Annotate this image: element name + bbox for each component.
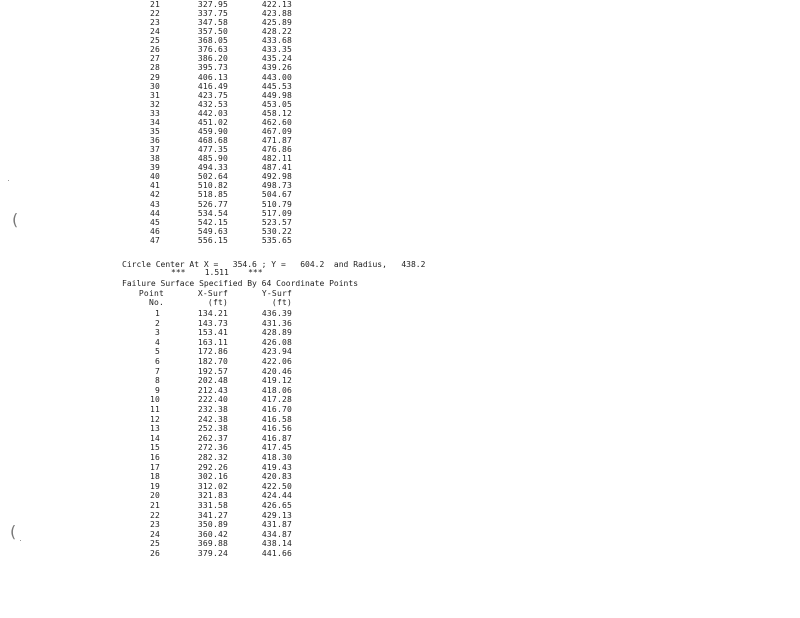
x-surf-value: 292.26 (197, 462, 228, 472)
x-surf-value: 337.75 (197, 9, 228, 19)
x-surf-value: 350.89 (197, 520, 228, 530)
y-surf-value: 416.87 (261, 433, 292, 443)
table-row (0, 415, 800, 424)
x-surf-value: 386.20 (197, 54, 228, 64)
table-row (0, 405, 800, 414)
point-number: 11 (149, 405, 160, 414)
y-surf-value: 530.22 (261, 226, 292, 236)
point-number: 47 (149, 235, 160, 245)
x-surf-value: 534.54 (197, 208, 228, 218)
y-surf-value: 433.35 (261, 45, 292, 55)
y-surf-value: 416.70 (261, 405, 292, 414)
header-y-surf: Y-Surf (261, 289, 292, 298)
header-x-unit: (ft) (207, 298, 228, 307)
y-surf-value: 431.87 (261, 520, 292, 530)
y-surf-value: 458.12 (261, 108, 292, 118)
point-number: 16 (149, 453, 160, 462)
table-row (0, 338, 800, 347)
point-number: 10 (149, 395, 160, 405)
table-row (0, 91, 800, 100)
y-surf-value: 449.98 (261, 90, 292, 100)
point-number: 2 (154, 318, 160, 328)
y-surf-value: 517.09 (261, 208, 292, 218)
y-surf-value: 426.65 (261, 501, 292, 510)
point-number: 12 (149, 414, 160, 424)
table-row (0, 45, 800, 54)
x-surf-value: 369.88 (197, 539, 228, 549)
y-surf-value: 425.89 (261, 18, 292, 28)
y-surf-value: 428.89 (261, 328, 292, 338)
table-row (0, 190, 800, 199)
table-row (0, 309, 800, 318)
table-row (0, 530, 800, 539)
x-surf-value: 321.83 (197, 491, 228, 501)
factor-of-safety-line: *** 1.511 *** (171, 268, 263, 277)
point-number: 31 (149, 90, 160, 100)
x-surf-value: 252.38 (197, 424, 228, 434)
point-number: 23 (149, 520, 160, 530)
y-surf-value: 422.50 (261, 481, 292, 491)
point-number: 34 (149, 117, 160, 127)
x-surf-value: 556.15 (197, 235, 228, 245)
table-row (0, 463, 800, 472)
point-number: 7 (154, 366, 160, 376)
point-number: 14 (149, 433, 160, 443)
point-number: 15 (149, 443, 160, 453)
y-surf-value: 423.88 (261, 9, 292, 19)
point-number: 33 (149, 108, 160, 118)
header-y-unit: (ft) (271, 298, 292, 307)
y-surf-value: 445.53 (261, 81, 292, 91)
table-row (0, 347, 800, 356)
x-surf-value: 459.90 (197, 126, 228, 136)
y-surf-value: 453.05 (261, 99, 292, 109)
table-row (0, 27, 800, 36)
x-surf-value: 202.48 (197, 376, 228, 386)
x-surf-value: 341.27 (197, 510, 228, 520)
point-number: 22 (149, 9, 160, 19)
y-surf-value: 433.68 (261, 36, 292, 46)
table-row (0, 54, 800, 63)
table-row (0, 181, 800, 190)
y-surf-value: 416.58 (261, 414, 292, 424)
x-surf-value: 143.73 (197, 318, 228, 328)
y-surf-value: 436.39 (261, 309, 292, 318)
y-surf-value: 422.13 (261, 0, 292, 9)
y-surf-value: 422.06 (261, 357, 292, 366)
x-surf-value: 510.82 (197, 181, 228, 191)
table-row (0, 472, 800, 481)
y-surf-value: 438.14 (261, 539, 292, 549)
y-surf-value: 417.28 (261, 395, 292, 405)
point-number: 42 (149, 190, 160, 200)
x-surf-value: 232.38 (197, 405, 228, 414)
x-surf-value: 395.73 (197, 63, 228, 73)
x-surf-value: 468.68 (197, 136, 228, 146)
punch-hole-mark: ( (10, 522, 17, 541)
y-surf-value: 419.12 (261, 376, 292, 386)
table-row (0, 434, 800, 443)
point-number: 30 (149, 81, 160, 91)
point-number: 9 (154, 385, 160, 395)
x-surf-value: 302.16 (197, 472, 228, 482)
y-surf-value: 417.45 (261, 443, 292, 453)
x-surf-value: 357.50 (197, 27, 228, 37)
point-number: 46 (149, 226, 160, 236)
point-number: 20 (149, 491, 160, 501)
x-surf-value: 222.40 (197, 395, 228, 405)
point-number: 25 (149, 36, 160, 46)
point-number: 23 (149, 18, 160, 28)
point-number: 28 (149, 63, 160, 73)
point-number: 8 (154, 376, 160, 386)
x-surf-value: 549.63 (197, 226, 228, 236)
point-number: 19 (149, 481, 160, 491)
y-surf-value: 487.41 (261, 163, 292, 173)
y-surf-value: 423.94 (261, 347, 292, 357)
table-row (0, 357, 800, 366)
table-row (0, 200, 800, 209)
y-surf-value: 476.86 (261, 145, 292, 155)
point-number: 24 (149, 27, 160, 37)
point-number: 4 (154, 337, 160, 347)
x-surf-value: 368.05 (197, 36, 228, 46)
header-no: No. (148, 298, 164, 307)
x-surf-value: 331.58 (197, 501, 228, 510)
y-surf-value: 416.56 (261, 424, 292, 434)
x-surf-value: 423.75 (197, 90, 228, 100)
table-row (0, 82, 800, 91)
y-surf-value: 498.73 (261, 181, 292, 191)
table-row (0, 127, 800, 136)
point-number: 32 (149, 99, 160, 109)
table-row (0, 0, 800, 9)
x-surf-value: 376.63 (197, 45, 228, 55)
x-surf-value: 163.11 (197, 337, 228, 347)
y-surf-value: 431.36 (261, 318, 292, 328)
y-surf-value: 467.09 (261, 126, 292, 136)
table-row (0, 539, 800, 548)
y-surf-value: 428.22 (261, 27, 292, 37)
table-row (0, 218, 800, 227)
point-number: 22 (149, 510, 160, 520)
table-row (0, 443, 800, 452)
table-row (0, 172, 800, 181)
point-number: 43 (149, 199, 160, 209)
table-row (0, 63, 800, 72)
y-surf-value: 441.66 (261, 549, 292, 558)
x-surf-value: 432.53 (197, 99, 228, 109)
point-number: 44 (149, 208, 160, 218)
point-number: 21 (149, 501, 160, 510)
table-row (0, 395, 800, 404)
table-row (0, 227, 800, 236)
x-surf-value: 477.35 (197, 145, 228, 155)
x-surf-value: 153.41 (197, 328, 228, 338)
x-surf-value: 494.33 (197, 163, 228, 173)
speck (8, 180, 9, 181)
table-row (0, 453, 800, 462)
header-x-surf: X-Surf (197, 289, 228, 298)
y-surf-value: 424.44 (261, 491, 292, 501)
point-number: 24 (149, 529, 160, 539)
x-surf-value: 262.37 (197, 433, 228, 443)
y-surf-value: 462.60 (261, 117, 292, 127)
table-row (0, 520, 800, 529)
table-2-header-row-1 (0, 289, 800, 298)
table-row (0, 18, 800, 27)
point-number: 5 (154, 347, 160, 357)
x-surf-value: 526.77 (197, 199, 228, 209)
y-surf-value: 420.83 (261, 472, 292, 482)
y-surf-value: 482.11 (261, 154, 292, 164)
y-surf-value: 419.43 (261, 462, 292, 472)
x-surf-value: 272.36 (197, 443, 228, 453)
point-number: 39 (149, 163, 160, 173)
point-number: 36 (149, 136, 160, 146)
table-row (0, 9, 800, 18)
point-number: 41 (149, 181, 160, 191)
point-number: 45 (149, 217, 160, 227)
table-row (0, 549, 800, 558)
x-surf-value: 134.21 (197, 309, 228, 318)
point-number: 21 (149, 0, 160, 9)
x-surf-value: 406.13 (197, 72, 228, 82)
table-row (0, 491, 800, 500)
table-row (0, 367, 800, 376)
table-row (0, 36, 800, 45)
table-row (0, 118, 800, 127)
y-surf-value: 418.06 (261, 385, 292, 395)
x-surf-value: 242.38 (197, 414, 228, 424)
x-surf-value: 442.03 (197, 108, 228, 118)
x-surf-value: 416.49 (197, 81, 228, 91)
x-surf-value: 347.58 (197, 18, 228, 28)
table-row (0, 209, 800, 218)
table-row (0, 100, 800, 109)
x-surf-value: 212.43 (197, 385, 228, 395)
table-row (0, 145, 800, 154)
point-number: 26 (149, 549, 160, 558)
x-surf-value: 502.64 (197, 172, 228, 182)
y-surf-value: 439.26 (261, 63, 292, 73)
table-row (0, 163, 800, 172)
failure-surface-heading: Failure Surface Specified By 64 Coordinate Points (122, 279, 359, 288)
point-number: 3 (154, 328, 160, 338)
x-surf-value: 360.42 (197, 529, 228, 539)
x-surf-value: 192.57 (197, 366, 228, 376)
point-number: 29 (149, 72, 160, 82)
y-surf-value: 504.67 (261, 190, 292, 200)
y-surf-value: 510.79 (261, 199, 292, 209)
point-number: 18 (149, 472, 160, 482)
table-row (0, 319, 800, 328)
y-surf-value: 434.87 (261, 529, 292, 539)
x-surf-value: 379.24 (197, 549, 228, 558)
table-row (0, 154, 800, 163)
x-surf-value: 282.32 (197, 453, 228, 462)
table-row (0, 328, 800, 337)
y-surf-value: 443.00 (261, 72, 292, 82)
circle-center-line: Circle Center At X = 354.6 ; Y = 604.2 and Radius, 438.2 (122, 260, 426, 269)
point-number: 38 (149, 154, 160, 164)
x-surf-value: 327.95 (197, 0, 228, 9)
table-row (0, 236, 800, 245)
y-surf-value: 420.46 (261, 366, 292, 376)
point-number: 35 (149, 126, 160, 136)
table-row (0, 376, 800, 385)
y-surf-value: 426.08 (261, 337, 292, 347)
x-surf-value: 182.70 (197, 357, 228, 366)
y-surf-value: 418.30 (261, 453, 292, 462)
point-number: 27 (149, 54, 160, 64)
table-row (0, 109, 800, 118)
point-number: 40 (149, 172, 160, 182)
point-number: 25 (149, 539, 160, 549)
x-surf-value: 172.86 (197, 347, 228, 357)
table-2-header-row-2 (0, 298, 800, 307)
speck (20, 540, 21, 541)
table-row (0, 482, 800, 491)
table-row (0, 386, 800, 395)
y-surf-value: 429.13 (261, 510, 292, 520)
x-surf-value: 518.85 (197, 190, 228, 200)
table-row (0, 511, 800, 520)
y-surf-value: 523.57 (261, 217, 292, 227)
table-row (0, 501, 800, 510)
table-row (0, 73, 800, 82)
x-surf-value: 485.90 (197, 154, 228, 164)
table-row (0, 424, 800, 433)
point-number: 37 (149, 145, 160, 155)
punch-hole-mark: ( (12, 210, 19, 229)
point-number: 6 (154, 357, 160, 366)
x-surf-value: 451.02 (197, 117, 228, 127)
x-surf-value: 312.02 (197, 481, 228, 491)
y-surf-value: 471.87 (261, 136, 292, 146)
point-number: 1 (154, 309, 160, 318)
header-point: Point (138, 289, 164, 298)
y-surf-value: 535.65 (261, 235, 292, 245)
y-surf-value: 492.98 (261, 172, 292, 182)
table-row (0, 136, 800, 145)
point-number: 13 (149, 424, 160, 434)
point-number: 17 (149, 462, 160, 472)
x-surf-value: 542.15 (197, 217, 228, 227)
point-number: 26 (149, 45, 160, 55)
y-surf-value: 435.24 (261, 54, 292, 64)
